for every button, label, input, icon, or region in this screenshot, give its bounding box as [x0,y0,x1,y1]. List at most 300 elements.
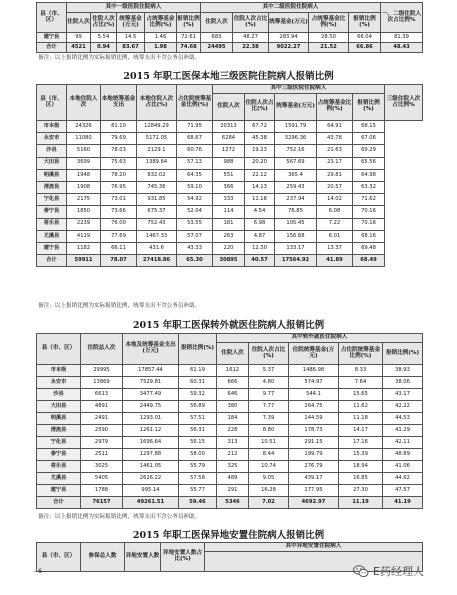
table-body [37,121,423,267]
data-cell: 63.32 [353,181,385,193]
data-cell: 4.87 [245,230,275,242]
col-header: 住院人次占比(%) [233,13,269,33]
table-row [37,33,423,43]
row-label-cell: 大田县 [37,401,81,413]
data-cell: 2129.1 [137,145,177,157]
data-cell: 48.89 [383,449,423,461]
table-row [37,365,423,377]
data-cell: 76.85 [275,206,317,218]
row-label-cell: 永安市 [37,377,81,389]
data-cell: 3699 [67,157,101,169]
data-cell: 14.13 [245,181,275,193]
data-cell: 17857.44 [123,365,179,377]
data-cell: 212 [217,449,249,461]
data-cell: 76.00 [101,218,137,230]
data-cell: 43.33 [177,242,213,254]
data-cell: 76157 [81,497,123,509]
data-cell: 7529.81 [123,377,179,389]
data-cell: 44.62 [383,473,423,485]
data-cell: 17564.92 [275,255,317,267]
data-cell: 745.36 [137,181,177,193]
data-cell: 83.67 [117,43,145,53]
col-header: 一、二级住院人次占比例% [381,3,423,33]
data-cell: 237.94 [275,194,317,206]
data-cell: 4891 [81,401,123,413]
wechat-icon [353,565,369,578]
row-label-cell: 将乐县 [37,461,81,473]
data-cell: 60.76 [177,145,213,157]
data-cell: 177.95 [289,485,339,497]
data-cell: 38.06 [383,377,423,389]
data-cell: 1261.12 [123,425,179,437]
col-header: 异地安置人数 [125,543,161,572]
col-header: 异地安置人数占比(%) [161,543,205,572]
watermark [353,563,424,579]
data-cell: 5.37 [249,365,289,377]
col-header: 报销比例(%) [179,334,217,365]
data-cell: 544.1 [289,389,339,401]
data-cell: 99 [67,33,91,43]
data-cell: 56.15 [179,437,217,449]
data-cell: 666 [217,377,249,389]
data-cell: 75.63 [101,157,137,169]
table-row [37,43,423,53]
data-cell: 7.64 [339,377,383,389]
data-cell: 4.54 [245,206,275,218]
note: 备注：以上报销比例为实际报销比例，统筹支出不含公务员补助。 [38,514,201,520]
data-cell: 66.86 [349,43,381,53]
table-row [37,145,423,157]
data-cell: 41.19 [383,497,423,509]
data-cell: 181 [213,218,245,230]
col-header: 住院人次 [201,13,233,33]
data-cell: 1297.88 [123,449,179,461]
data-cell: 1272 [213,145,245,157]
data-cell: 7.22 [317,218,353,230]
row-label-cell: 建宁县 [37,485,81,497]
row-label-cell: 明溪县 [37,413,81,425]
col-header: 占统筹基金比例(%) [309,13,349,33]
col-header: 本地统筹基金支出 [101,85,137,121]
data-cell: 184 [217,413,249,425]
data-cell: 1908 [67,181,101,193]
col-header: 住院统筹基金(万元) [289,343,339,365]
col-header: 住院人次 [217,343,249,365]
data-cell: 567.69 [275,157,317,169]
data-cell: 291.15 [289,437,339,449]
data-cell: 439.17 [289,473,339,485]
data-cell: 291 [217,485,249,497]
data-cell: 67.06 [353,133,385,145]
data-cell: 1182 [67,242,101,254]
data-cell: 1591.79 [275,121,317,133]
row-label-cell: 将乐县 [37,218,67,230]
data-cell: 66.04 [349,33,381,43]
data-cell: 574.97 [289,377,339,389]
data-cell: 21.63 [317,145,353,157]
data-cell: 988 [213,157,245,169]
col-header: 统筹基金(万元) [117,13,145,33]
data-cell: 68.16 [353,230,385,242]
data-cell: 1.46 [145,33,177,43]
table-title: 2015 年职工医保本地三级医院住院病人报销比例 [123,71,334,82]
table-row [37,121,423,133]
data-cell: 71.95 [177,121,213,133]
data-cell: 1389.64 [137,157,177,169]
col-header: 本地住院人次占比(%) [137,85,177,121]
data-cell: 24495 [201,43,233,53]
data-cell: 65.56 [353,157,385,169]
data-cell: 40.57 [245,255,275,267]
row-label-cell: 永安市 [37,133,67,145]
data-cell: 1612 [217,365,249,377]
data-cell: 832.02 [137,169,177,181]
table-row [37,437,423,449]
group-header: 其中二级医院住院病人 [201,3,381,13]
col-header: 本地及统筹基金支出(万元) [123,334,179,365]
row-label-cell: 宁化县 [37,194,67,206]
data-cell: 20.57 [317,181,353,193]
data-cell: 365.4 [275,169,317,181]
data-cell: 68.15 [353,121,385,133]
data-cell: 52.04 [177,206,213,218]
data-cell: 2511 [81,449,123,461]
col-header: 报销比例(%) [383,343,423,365]
data-cell: 752.16 [275,145,317,157]
row-label-cell: 建宁县 [37,33,67,43]
data-cell: 54.92 [177,194,213,206]
data-cell: 42.22 [383,401,423,413]
data-cell: 78.03 [101,145,137,157]
col-header: 统筹基金(万元) [275,94,317,121]
data-cell: 325 [217,461,249,473]
data-cell: 68.49 [353,255,385,267]
data-cell: 431.6 [137,242,177,254]
data-cell: 29995 [81,365,123,377]
data-cell: 8.80 [249,425,289,437]
data-cell: 64.35 [177,169,213,181]
col-header: 住院人次占比(%) [249,343,289,365]
data-cell: 55.79 [179,461,217,473]
data-cell: 683 [201,33,233,43]
data-cell: 15.65 [339,389,383,401]
col-header: 本地住院人次 [67,85,101,121]
table-row [37,473,423,485]
data-cell: 1788 [81,485,123,497]
row-label-cell: 泰宁县 [37,206,67,218]
table-row [37,181,423,193]
table-row [37,461,423,473]
data-cell: 1.98 [145,43,177,53]
row-label-cell: 市本级 [37,121,67,133]
col-header: 占住院统筹基金比例(%) [339,343,383,365]
data-cell: 0.94 [91,43,117,53]
data-cell: 16.85 [339,473,383,485]
data-cell: 1486.98 [289,365,339,377]
data-cell: 29.81 [317,169,353,181]
row-label-cell: 宁化县 [37,437,81,449]
data-cell: 114 [213,206,245,218]
data-cell: 22.38 [233,43,269,53]
data-cell: 49261.51 [123,497,179,509]
data-cell: 1467.33 [137,230,177,242]
data-cell: 5160 [67,145,101,157]
group-header: 其中异地安置住院病人 [205,543,423,552]
data-cell: 5405 [81,473,123,485]
col-header: 县（市、区） [37,3,67,33]
data-cell: 11080 [67,133,101,145]
data-cell: 60.31 [179,377,217,389]
table-title: 2015 年职工医保异地安置住院病人报销比例 [132,530,325,541]
watermark-text: E药经理人 [373,565,424,578]
data-cell: 366 [213,181,245,193]
row-label-cell: 泰宁县 [37,449,81,461]
data-cell: 47.57 [383,485,423,497]
col-header: 住院总人次 [81,334,123,365]
data-cell: 752.43 [137,218,177,230]
group-header: 其中转外就医住院病人 [217,334,423,343]
data-cell: 43.17 [383,389,423,401]
data-cell: 7.02 [249,497,289,509]
data-cell: 73.66 [101,206,137,218]
data-cell: 12849.29 [137,121,177,133]
group-header: 其中一级医院住院病人 [67,3,201,13]
data-cell: 6.01 [317,230,353,242]
data-cell: 65.30 [177,255,213,267]
data-cell: 3296.36 [275,133,317,145]
data-cell: 178.73 [289,425,339,437]
data-cell: 675.37 [137,206,177,218]
table-row [37,425,423,437]
data-cell: 59911 [67,255,101,267]
data-cell: 44.53 [383,413,423,425]
table-row [37,485,423,497]
data-cell: 9022.27 [269,43,309,53]
data-cell: 2590 [81,425,123,437]
table-title: 2015 年职工医保转外就医住院病人报销比例 [132,320,325,331]
data-cell: 12.30 [245,242,275,254]
data-cell: 20.20 [245,157,275,169]
data-cell: 41.29 [383,425,423,437]
data-cell: 13.37 [317,242,353,254]
row-label-cell: 尤溪县 [37,473,81,485]
data-cell: 77.69 [101,230,137,242]
data-cell: 333 [213,194,245,206]
data-cell: 57.07 [177,230,213,242]
data-cell: 17.16 [339,437,383,449]
data-cell: 57.51 [179,413,217,425]
data-cell: 2979 [81,437,123,449]
col-header: 报销比例(%) [349,13,381,33]
table-row [37,401,423,413]
data-cell: 3025 [81,461,123,473]
data-cell: 42.11 [383,437,423,449]
data-cell: 57.13 [177,157,213,169]
data-cell: 81.10 [101,121,137,133]
page-number: - 6 - [34,568,46,575]
col-header: 报销比例(%) [353,94,385,121]
row-label-cell: 清流县 [37,181,67,193]
col-header: 县（市、区） [37,334,81,365]
data-cell: 4692.97 [289,497,339,509]
data-cell: 41.06 [383,461,423,473]
data-cell: 11.18 [245,194,275,206]
data-cell: 1461.05 [123,461,179,473]
data-cell: 16.28 [249,485,289,497]
data-cell: 551 [213,169,245,181]
table-row [37,389,423,401]
data-cell: 69.29 [353,145,385,157]
col-header: 住院人次占比(%) [91,13,117,33]
data-cell: 5.54 [91,33,117,43]
table-row [37,218,423,230]
col-header: 占住院统筹基金比例(%) [177,85,213,121]
row-label-cell: 合计 [37,43,67,53]
data-cell: 19.23 [245,145,275,157]
table-transfer-hospitalization [36,333,423,509]
data-cell: 11.18 [339,413,383,425]
data-cell: 6613 [81,389,123,401]
data-cell: 489 [217,473,249,485]
data-cell: 2239 [67,218,101,230]
data-cell: 22.12 [245,169,275,181]
data-cell: 4.80 [249,377,289,389]
table-row [37,255,423,267]
table-level12-hospitals [36,2,423,53]
data-cell: 105.45 [275,218,317,230]
data-cell: 15.39 [339,449,383,461]
data-cell: 1948 [67,169,101,181]
row-label-cell: 合计 [37,497,81,509]
row-label-cell: 合计 [37,255,67,267]
data-cell: 55.77 [179,485,217,497]
data-cell: 56.31 [179,425,217,437]
data-cell: 133.17 [275,242,317,254]
data-cell: 259.43 [275,181,317,193]
data-cell: 156.68 [275,230,317,242]
data-cell: 11.19 [339,497,383,509]
group-header: 其中三级医院住院病人 [213,85,385,94]
data-cell: 1696.64 [123,437,179,449]
note: 备注：以上报销比例为实际报销比例，统筹支出不含公务员补助。 [38,55,201,61]
data-cell: 14.17 [339,425,383,437]
row-label-cell: 清流县 [37,425,81,437]
col-header: 县（市、区） [37,85,67,121]
data-cell: 8.33 [339,365,383,377]
col-header: 占统筹基金比例(%) [317,94,353,121]
table-row [37,377,423,389]
table-row [37,133,423,145]
table-row [37,206,423,218]
row-label-cell: 尤溪县 [37,230,67,242]
data-cell: 71.62 [353,194,385,206]
data-cell: 78.20 [101,169,137,181]
data-cell: 64.98 [353,169,385,181]
table-row [37,157,423,169]
table-row [37,194,423,206]
col-header: 县（市、区） [37,543,81,572]
data-cell: 27418.86 [137,255,177,267]
data-cell: 6284 [213,133,245,145]
data-cell: 264.75 [289,401,339,413]
data-cell: 73.01 [101,194,137,206]
table-body [37,365,423,509]
data-cell: 14.02 [317,194,353,206]
table-row [37,169,423,181]
data-cell: 2626.22 [123,473,179,485]
data-cell: 13869 [81,377,123,389]
col-header: 报销比例(%) [177,13,201,33]
data-cell: 7.77 [249,401,289,413]
data-cell: 67.72 [245,121,275,133]
data-cell: 1293.01 [123,413,179,425]
data-cell: 10.74 [249,461,289,473]
data-cell: 43.78 [317,133,353,145]
col-header: 统筹基金(万元) [269,13,309,33]
table-row [37,497,423,509]
data-cell: 4521 [67,43,91,53]
row-label-cell: 大田县 [37,157,67,169]
data-cell: 2175 [67,194,101,206]
data-cell: 61.19 [179,365,217,377]
row-label-cell: 沙县 [37,389,81,401]
col-header: 占统筹基金比例(%) [145,13,177,33]
data-cell: 56.89 [179,401,217,413]
data-cell: 48.43 [381,43,423,53]
row-label-cell: 市本级 [37,365,81,377]
data-cell: 68.67 [177,133,213,145]
note: 备注：以上报销比例为实际报销比例，统筹支出不含公务员补助。 [38,303,201,309]
data-cell: 9.05 [249,473,289,485]
data-cell: 24326 [67,121,101,133]
data-cell: 144.59 [289,413,339,425]
col-header: 住院人次 [67,13,91,33]
table-row [37,230,423,242]
data-cell: 646 [217,389,249,401]
data-cell: 74.68 [177,43,201,53]
data-cell: 380 [217,401,249,413]
data-cell: 5346 [217,497,249,509]
data-cell: 69.48 [353,242,385,254]
data-cell: 23.17 [317,157,353,169]
data-cell: 1850 [67,206,101,218]
data-cell: 11.62 [339,401,383,413]
table-row [37,242,423,254]
data-cell: 3477.49 [123,389,179,401]
data-cell: 20313 [213,121,245,133]
data-cell: 199.79 [289,449,339,461]
data-cell: 48.27 [233,33,269,43]
data-cell: 14.5 [117,33,145,43]
data-cell: 276.79 [289,461,339,473]
data-cell: 78.07 [101,255,137,267]
col-header: 三级住院人次占比例% [385,85,423,121]
row-label-cell: 建宁县 [37,242,67,254]
data-cell: 81.39 [381,33,423,43]
data-cell: 9.77 [249,389,289,401]
data-cell: 58.00 [179,449,217,461]
table-body [37,33,423,53]
data-cell: 995.14 [123,485,179,497]
data-cell: 38.93 [383,365,423,377]
data-cell: 76.95 [101,181,137,193]
data-cell: 59.32 [179,389,217,401]
data-cell: 2491 [81,413,123,425]
data-cell: 220 [213,242,245,254]
col-header: 参保总人数 [81,543,125,572]
row-label-cell: 明溪县 [37,169,67,181]
data-cell: 10.51 [249,437,289,449]
